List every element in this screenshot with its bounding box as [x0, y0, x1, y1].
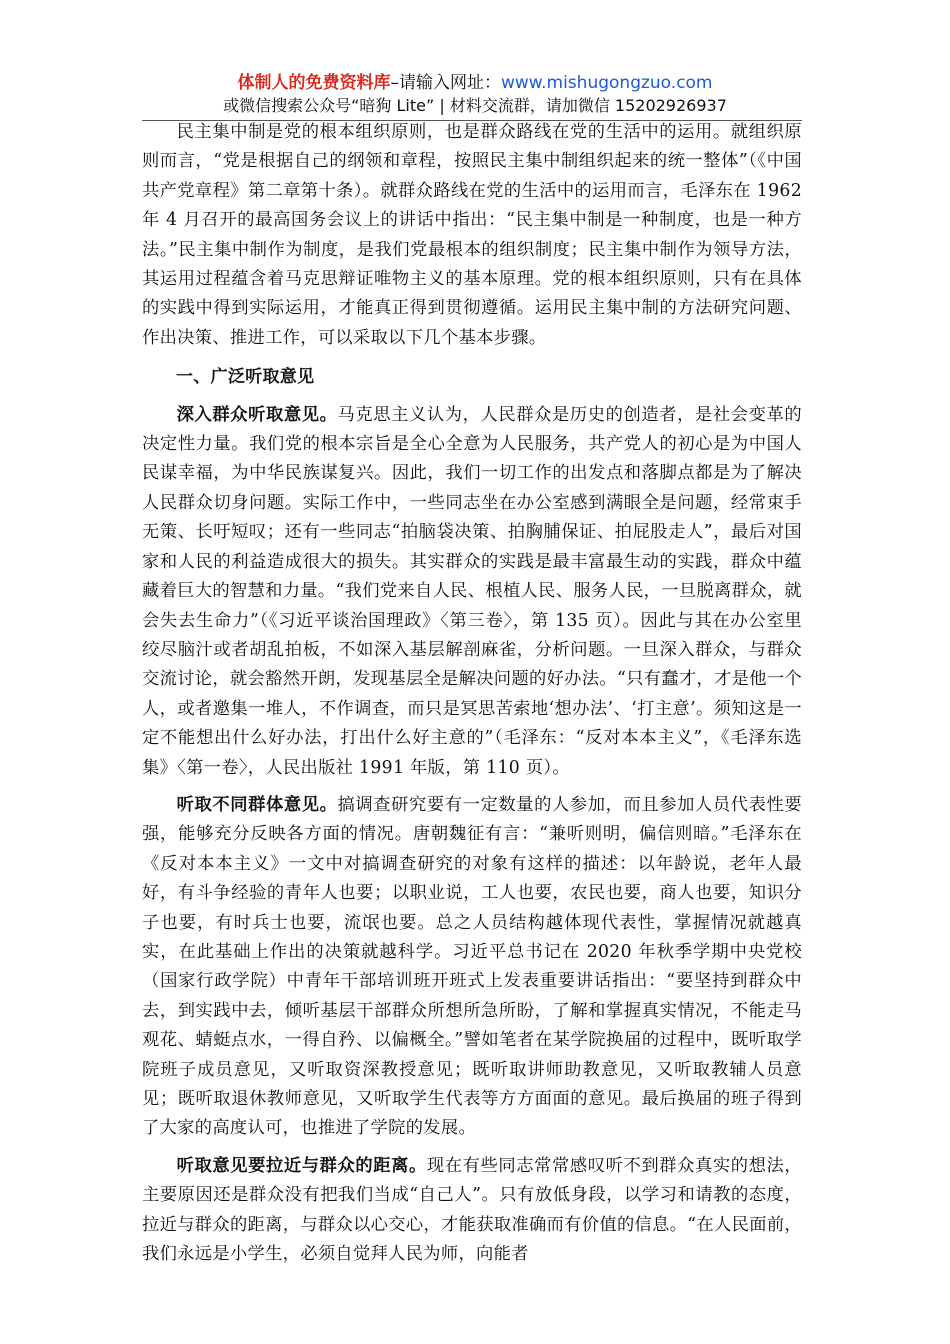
paragraph-text: 现在有些同志常常感叹听不到群众真实的想法，主要原因还是群众没有把我们当成“自己人”。只有放低身段，以学习和请教的态度，拉近与群众的距离，与群众以心交心，才能获取准确而有价值的信息。“在人民面前，我们永远是小学生，必须自觉拜人民为师，向能者: [142, 1155, 802, 1265]
paragraph-different-groups: [142, 791, 802, 1144]
paragraph-lead: 听取意见要拉近与群众的距离。: [176, 1155, 427, 1176]
paragraph-lead: 深入群众听取意见。: [176, 404, 338, 425]
header-banner: [0, 72, 950, 94]
header-wechat-line: 或微信搜索公众号“暗狗 Lite” | 材料交流群，请加微信 15202926937: [223, 96, 727, 115]
paragraph-text: 搞调查研究要有一定数量的人参加，而且参加人员代表性要强，能够充分反映各方面的情况。唐朝魏征有言：“兼听则明，偏信则暗。”毛泽东在《反对本本主义》一文中对搞调查研究的对象有这样的描述：以年龄说，老年人最好，有斗争经验的青年人也要；以职业说，工人也要，农民也要，商人也要，知识分子也要，有时兵士也要，流氓也要。总之人员结构越体现代表性，掌握情况就越真实，在此基础上作出的决策就越科学。习近平总书记在 2020 年秋季学期中央党校（国家行政学院）中青年干部培训班开班式上发表重要讲话指出：“要坚持到群众中去，到实践中去，倾听基层干部群众所想所急所盼，了解和掌握真实情况，不能走马观花、蜻蜓点水，一得自矜、以偏概全。”譬如笔者在某学院换届的过程中，既听取学院班子成员意见，又听取资深教授意见；既听取讲师助教意见，又听取教辅人员意见；既听取退休教师意见，又听取学生代表等方方面面的意见。最后换届的班子得到了大家的高度认可，也推进了学院的发展。: [142, 794, 803, 1139]
section-heading: 一、广泛听取意见: [176, 367, 315, 388]
site-url-link[interactable]: www.mishugongzuo.com: [500, 73, 713, 93]
paragraph-close-distance: [142, 1152, 802, 1270]
paragraph-listen-masses: [142, 401, 802, 783]
document-body: [142, 118, 802, 1277]
site-name: 体制人的免费资料库: [237, 73, 391, 93]
paragraph-lead: 听取不同群体意见。: [176, 794, 338, 815]
url-prompt: –请输入网址：: [390, 73, 501, 93]
intro-paragraph: 民主集中制是党的根本组织原则，也是群众路线在党的生活中的运用。就组织原则而言，“党是根据自己的纲领和章程，按照民主集中制组织起来的统一整体”（《中国共产党章程》第二章第十条）。就群众路线在党的生活中的运用而言，毛泽东在 1962 年 4 月召开的最高国务会议上的讲话中指出：“民主集中制是一种制度，也是一种方法。”民主集中制作为制度，是我们党最根本的组织制度；民主集中制作为领导方法，其运用过程蕴含着马克思辩证唯物主义的基本原理。党的根本组织原则，只有在具体的实践中得到实际运用，才能真正得到贯彻遵循。运用民主集中制的方法研究问题、作出决策、推进工作，可以采取以下几个基本步骤。: [142, 122, 802, 348]
paragraph-text: 马克思主义认为，人民群众是历史的创造者，是社会变革的决定性力量。我们党的根本宗旨是全心全意为人民服务，共产党人的初心是为中国人民谋幸福，为中华民族谋复兴。因此，我们一切工作的出发点和落脚点都是为了解决人民群众切身问题。实际工作中，一些同志坐在办公室感到满眼全是问题，经常束手无策、长吁短叹；还有一些同志“拍脑袋决策、拍胸脯保证、拍屁股走人”，最后对国家和人民的利益造成很大的损失。其实群众的实践是最丰富最生动的实践，群众中蕴藏着巨大的智慧和力量。“我们党来自人民、根植人民、服务人民，一旦脱离群众，就会失去生命力”（《习近平谈治国理政》〈第三卷〉，第 135 页）。因此与其在办公室里绞尽脑汁或者胡乱拍板，不如深入基层解剖麻雀，分析问题。一旦深入群众，与群众交流讨论，就会豁然开朗，发现基层全是解决问题的好办法。“只有蠢才，才是他一个人，或者邀集一堆人，不作调查，而只是冥思苦索地‘想办法’、‘打主意’。须知这是一定不能想出什么好办法，打出什么好主意的”（毛泽东：“反对本本主义”，《毛泽东选集》〈第一卷〉，人民出版社 1991 年版，第 110 页）。: [142, 404, 803, 778]
